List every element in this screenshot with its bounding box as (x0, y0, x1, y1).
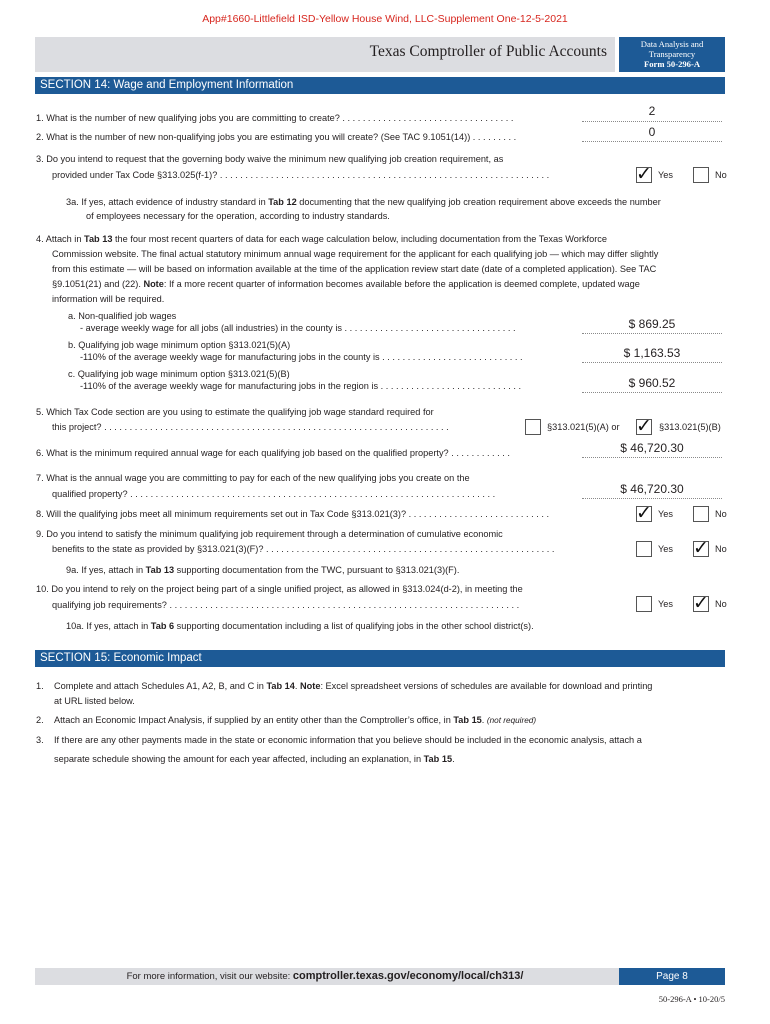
website-link[interactable]: comptroller.texas.gov/economy/local/ch313/ (292, 970, 524, 982)
item-1-line1: Complete and attach Schedules A1, A2, B, and C in Tab 14. Note: Excel spreadsheet versions of schedules are available for download and printing (54, 681, 653, 691)
question-8: 8. Will the qualifying jobs meet all minimum requirements set out in Tax Code §313.021(3)? . . . . . . . . . . . . . . . . . . . . . . . . . . . . (36, 509, 550, 519)
form-id-box (619, 37, 725, 72)
question-1-answer[interactable]: 2 (648, 104, 656, 118)
item-2-number: 2. (36, 715, 44, 725)
section-14-heading: SECTION 14: Wage and Employment Information (35, 77, 725, 94)
item-3-line1: If there are any other payments made in the state or economic information that you believe should be included in the economic analysis, attach a (54, 735, 642, 745)
question-4a-label: a. Non-qualified job wages (68, 311, 177, 321)
question-5-option-a-label: §313.021(5)(A) or (547, 422, 620, 432)
question-4c-answer[interactable]: $ 960.52 (628, 376, 676, 390)
checkmark-icon: ✓ (693, 592, 709, 614)
question-4a-text: - average weekly wage for all jobs (all industries) in the county is . . . . . . . . . . . . . . . . . . . . . . . . . . . . . . . . . . (80, 323, 516, 333)
form-number: Form 50-296-A (643, 59, 701, 69)
question-9-no-label: No (715, 544, 727, 554)
question-4-line4: §9.1051(21) and (22). Note: If a more recent quarter of information becomes available before the application is deemed complete, updated wage (52, 279, 640, 289)
question-2-answer[interactable]: 0 (648, 125, 656, 139)
item-2-text: Attach an Economic Impact Analysis, if supplied by an entity other than the Comptroller’s office, in Tab 15. (not required) (54, 715, 537, 725)
form-version: 50-296-A • 10-20/5 (658, 994, 725, 1004)
item-3-line2: separate schedule showing the amount for each year affected, including an explanation, in Tab 15. (54, 754, 455, 764)
question-2-answer-line (582, 141, 722, 142)
division-line1: Data Analysis and (640, 39, 704, 49)
question-4-line1: 4. Attach in Tab 13 the four most recent quarters of data for each wage calculation below, including documentation from the Texas Workforce (36, 234, 607, 244)
question-5-option-b-label: §313.021(5)(B) (659, 422, 721, 432)
question-3-no-checkbox[interactable] (693, 167, 709, 183)
item-1-number: 1. (36, 681, 44, 691)
question-8-yes-label: Yes (658, 509, 673, 519)
question-10-no-label: No (715, 599, 727, 609)
question-3-yes-label: Yes (658, 170, 673, 180)
page-number: Page 8 (619, 968, 725, 985)
question-10a: 10a. If yes, attach in Tab 6 supporting documentation including a list of qualifying jobs in the other school district(s). (66, 621, 534, 631)
division-line2: Transparency (648, 49, 696, 59)
question-3a-line2: of employees necessary for the operation, according to industry standards. (86, 211, 390, 221)
question-7-answer[interactable]: $ 46,720.30 (620, 482, 684, 496)
question-9-line2: benefits to the state as provided by §313.021(3)(F)? . . . . . . . . . . . . . . . . . . . . . . . . . . . . . . . . . . . . . . . . . . . . . . . . . . . . . . . . . (52, 544, 555, 554)
question-4b-answer[interactable]: $ 1,163.53 (623, 346, 681, 360)
question-7-answer-line (582, 498, 722, 499)
question-4-line2: Commission website. The final actual statutory minimum annual wage requirement for the applicant for each qualifying job — which may differ slightly (52, 249, 659, 259)
question-9-line1: 9. Do you intend to satisfy the minimum qualifying job requirement through a determination of cumulative economic (36, 529, 503, 539)
question-4-line3: from this estimate — will be based on information available at the time of the application review start date (date of a completed application). See TAC (52, 264, 657, 274)
question-5-line2: this project? . . . . . . . . . . . . . . . . . . . . . . . . . . . . . . . . . . . . . . . . . . . . . . . . . . . . . . . . . . . . . . . . . . . . (52, 422, 449, 432)
question-4c-label: c. Qualifying job wage minimum option §313.021(5)(B) (68, 369, 290, 379)
question-3a-line1: 3a. If yes, attach evidence of industry standard in Tab 12 documenting that the new qualifying job creation requirement above exceeds the number (66, 197, 661, 207)
checkmark-icon: ✓ (636, 163, 652, 185)
question-4a-answer[interactable]: $ 869.25 (628, 317, 676, 331)
page-title: Texas Comptroller of Public Accounts (369, 43, 607, 60)
question-10-yes-checkbox[interactable] (636, 596, 652, 612)
question-4c-answer-line (582, 392, 722, 393)
question-3-line1: 3. Do you intend to request that the governing body waive the minimum new qualifying job creation requirement, as (36, 154, 504, 164)
question-4b-label: b. Qualifying job wage minimum option §313.021(5)(A) (68, 340, 291, 350)
question-6-answer[interactable]: $ 46,720.30 (620, 441, 684, 455)
item-3-number: 3. (36, 735, 44, 745)
question-6: 6. What is the minimum required annual wage for each qualifying job based on the qualified property? . . . . . . . . . . . . (36, 448, 510, 458)
question-4b-answer-line (582, 362, 722, 363)
footer-website-note: For more information, visit our website: comptroller.texas.gov/economy/local/ch313/ (126, 970, 524, 982)
question-4a-answer-line (582, 333, 722, 334)
question-7-line2: qualified property? . . . . . . . . . . . . . . . . . . . . . . . . . . . . . . . . . . . . . . . . . . . . . . . . . . . . . . . . . . . . . . . . . . . . . . . . (52, 489, 496, 499)
question-10-line2: qualifying job requirements? . . . . . . . . . . . . . . . . . . . . . . . . . . . . . . . . . . . . . . . . . . . . . . . . . . . . . . . . . . . . . . . . . . . . . (52, 600, 520, 610)
checkmark-icon: ✓ (636, 415, 652, 437)
question-5-line1: 5. Which Tax Code section are you using to estimate the qualifying job wage standard required for (36, 407, 434, 417)
item-1-line2: at URL listed below. (54, 696, 135, 706)
question-10-line1: 10. Do you intend to rely on the project being part of a single unified project, as allowed in §313.024(d-2), in meeting the (36, 584, 523, 594)
question-1-answer-line (582, 121, 722, 122)
question-6-answer-line (582, 457, 722, 458)
question-3-no-label: No (715, 170, 727, 180)
question-4c-text: -110% of the average weekly wage for manufacturing jobs in the region is . . . . . . . . . . . . . . . . . . . . . . . . . . . . (80, 381, 522, 391)
checkmark-icon: ✓ (693, 537, 709, 559)
question-8-no-label: No (715, 509, 727, 519)
question-4b-text: -110% of the average weekly wage for manufacturing jobs in the county is . . . . . . . . . . . . . . . . . . . . . . . . . . . . (80, 352, 523, 362)
checkmark-icon: ✓ (636, 502, 652, 524)
question-7-line1: 7. What is the annual wage you are committing to pay for each of the new qualifying jobs you create on the (36, 473, 470, 483)
question-9a: 9a. If yes, attach in Tab 13 supporting documentation from the TWC, pursuant to §313.021(3)(F). (66, 565, 460, 575)
question-10-yes-label: Yes (658, 599, 673, 609)
question-5-option-a-checkbox[interactable] (525, 419, 541, 435)
question-3-line2: provided under Tax Code §313.025(f-1)? . . . . . . . . . . . . . . . . . . . . . . . . . . . . . . . . . . . . . . . . . . . . . . . . . . . . . . . . . . . . . . . . . (52, 170, 550, 180)
question-1: 1. What is the number of new qualifying jobs you are committing to create? . . . . . . . . . . . . . . . . . . . . . . . . . . . . . . . . . . (36, 113, 514, 123)
question-4-line5: information will be required. (52, 294, 165, 304)
application-reference-note: App#1660-Littlefield ISD-Yellow House Wind, LLC-Supplement One-12-5-2021 (202, 13, 568, 25)
section-15-heading: SECTION 15: Economic Impact (35, 650, 725, 667)
question-8-no-checkbox[interactable] (693, 506, 709, 522)
question-9-yes-checkbox[interactable] (636, 541, 652, 557)
question-2: 2. What is the number of new non-qualifying jobs you are estimating you will create? (See TAC 9.1051(14)) . . . . . . . . . (36, 132, 517, 142)
question-9-yes-label: Yes (658, 544, 673, 554)
